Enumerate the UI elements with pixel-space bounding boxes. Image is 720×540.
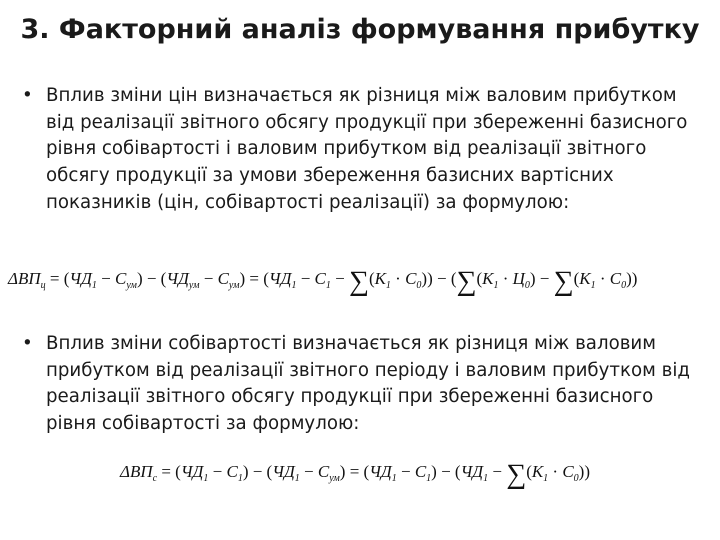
formula-symbol: ЧД (460, 462, 484, 481)
sum-icon: ∑ (456, 266, 477, 297)
formula-subscript: 1 (91, 280, 97, 291)
bullet-text: Вплив зміни цін визначається як різниця між валовим прибутком від реалізації звітного обсягу продукції при збереженні базисного рівня собівартості і валовим прибутком від реалізації звітного обсягу продукції за умови збереження базисних вартісних показників (цін, собівартості реалізації) за формулою: (46, 85, 688, 213)
formula-symbol: ЧД (69, 269, 92, 288)
formula-subscript: 0 (524, 280, 530, 291)
formula-subscript: 1 (426, 473, 432, 484)
formula-symbol: ЧД (272, 462, 295, 481)
formula-symbol: ЧД (268, 269, 292, 288)
formula-subscript: 1 (291, 280, 297, 291)
formula-symbol: С (226, 462, 238, 481)
formula-symbol: С (314, 269, 326, 288)
formula-symbol: К (579, 269, 591, 288)
formula-symbol: К (482, 269, 494, 288)
formula-subscript: 0 (621, 280, 627, 291)
formula-symbol: ΔВП (8, 269, 41, 288)
formula-subscript: ум (188, 280, 200, 291)
formula-cost-effect: $\Delta ВП_с = (ЧД_1 - С_1) - (ЧД_1 - С_{ум}) = (ЧД_1 - С_1) - (ЧД_1 - \sum(К_1 \cdot С_0))$ (120, 459, 590, 490)
formula-symbol: С (414, 462, 427, 481)
formula-symbol: ΔВП (120, 462, 153, 481)
formula-subscript: ум (228, 280, 240, 291)
formula-symbol: С (317, 462, 330, 481)
slide-title: 3. Факторний аналіз формування прибутку (20, 14, 700, 45)
formula-subscript: 1 (237, 473, 243, 484)
bullet-price-effect (22, 83, 702, 217)
formula-price-effect: $\Delta ВП_ц = (ЧД_1 - С_{ум}) - (ЧД_{ум} - С_{ум}) = (ЧД_1 - С_1 - \sum(К_1 \cdot С_0)) - (\sum(К_1 \cdot Ц_0) - \sum(К_1 \cdot С_0))$ (8, 266, 638, 297)
formula-subscript: 1 (294, 473, 300, 484)
formula-symbol: С (609, 269, 622, 288)
formula-symbol: К (374, 269, 386, 288)
formula-symbol: С (405, 269, 417, 288)
formula-subscript: 0 (573, 473, 579, 484)
formula-subscript: ум (126, 280, 137, 291)
formula-subscript: 1 (203, 473, 209, 484)
bullet-cost-effect (22, 331, 702, 438)
formula-symbol: ЧД (166, 269, 189, 288)
formula-subscript: 1 (385, 280, 391, 291)
formula-subscript: 1 (391, 473, 397, 484)
bullet-marker: • (22, 333, 33, 354)
formula-subscript: 1 (325, 280, 331, 291)
formula-subscript: 1 (590, 280, 596, 291)
formula-symbol: С (562, 462, 574, 481)
formula-subscript: ц (40, 280, 46, 291)
formula-subscript: 0 (416, 280, 422, 291)
sum-icon: ∑ (348, 266, 369, 297)
formula-symbol: ЧД (369, 462, 392, 481)
bullet-marker: • (22, 85, 33, 106)
formula-symbol: К (531, 462, 544, 481)
sum-icon: ∑ (553, 266, 574, 297)
formula-symbol: ЧД (180, 462, 204, 481)
formula-subscript: с (152, 473, 158, 484)
formula-subscript: 1 (543, 473, 549, 484)
sum-icon: ∑ (506, 459, 527, 490)
bullet-text: Вплив зміни собівартості визначається як різниця між валовим прибутком від реалізації звітного періоду і валовим прибутком від реалізації звітного обсягу продукції при збереженні базисного рівня собівартості за формулою: (46, 333, 690, 435)
formula-subscript: 1 (483, 473, 489, 484)
formula-subscript: 1 (493, 280, 499, 291)
formula-symbol: С (217, 269, 229, 288)
formula-symbol: С (115, 269, 127, 288)
formula-subscript: ум (329, 473, 340, 484)
formula-symbol: Ц (512, 269, 525, 288)
